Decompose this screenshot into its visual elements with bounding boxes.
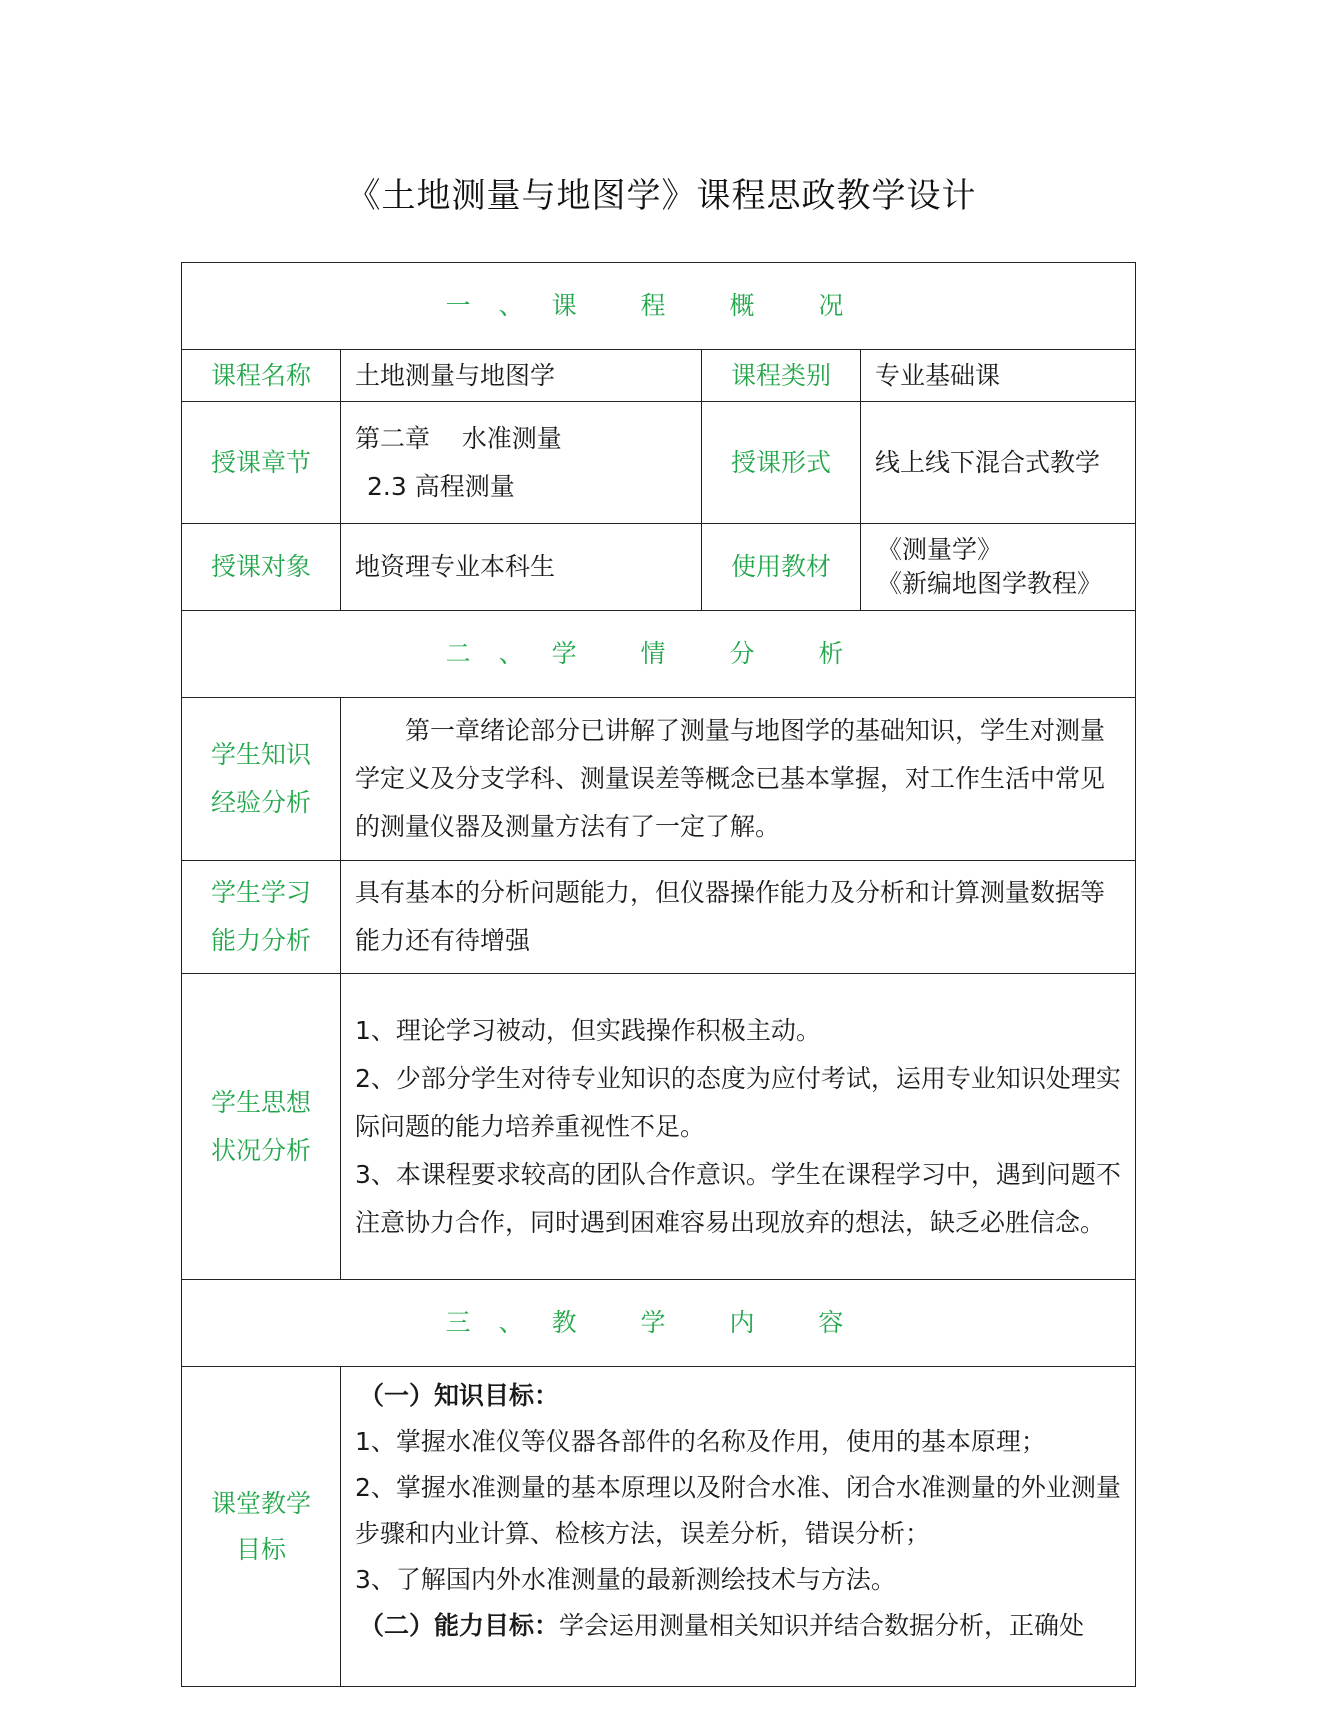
- chapter-value: [341, 402, 702, 524]
- knowledge-goal-heading: （一）知识目标：: [359, 1381, 560, 1410]
- table-row: [182, 1367, 1136, 1687]
- course-design-table: [181, 262, 1136, 1687]
- ability-goal-heading: （二）能力目标：: [359, 1611, 560, 1640]
- teaching-goal-label: [182, 1367, 341, 1687]
- document-title: 《土地测量与地图学》课程思政教学设计: [346, 176, 977, 216]
- label-line: 学生思想: [210, 1087, 311, 1117]
- label-line: 状况分析: [210, 1135, 311, 1165]
- chapter-label: 授课章节: [182, 402, 341, 524]
- list-item: 1、掌握水准仪等仪器各部件的名称及作用，使用的基本原理；: [355, 1427, 1046, 1456]
- label-line: 经验分析: [210, 788, 311, 817]
- label-line: 能力分析: [210, 926, 311, 955]
- list-item: 3、了解国内外水准测量的最新测绘技术与方法。: [355, 1565, 896, 1594]
- chapter-line-2: 2.3 高程测量: [367, 471, 515, 501]
- ability-analysis-label: [182, 861, 341, 974]
- teaching-form-label: 授课形式: [702, 402, 861, 524]
- section-heading-content: 三、教 学 内 容: [182, 1280, 1136, 1367]
- teaching-goal-text: [341, 1367, 1136, 1687]
- section-heading-row: [182, 263, 1136, 350]
- section-heading-overview: 一、课 程 概 况: [182, 263, 1136, 350]
- list-item: 2、掌握水准测量的基本原理以及附合水准、闭合水准测量的外业测量步骤和内业计算、检核方法，误差分析，错误分析；: [355, 1473, 1121, 1548]
- label-line: 课堂教学: [210, 1488, 311, 1518]
- ability-goal-paragraph: [355, 1603, 1121, 1649]
- section-heading-row: [182, 611, 1136, 698]
- course-name-label: 课程名称: [182, 350, 341, 402]
- list-item: 2、少部分学生对待专业知识的态度为应付考试，运用专业知识处理实际问题的能力培养重视性不足。: [355, 1063, 1121, 1141]
- table-row: [182, 698, 1136, 861]
- textbook-label: 使用教材: [702, 524, 861, 611]
- table-row: [182, 524, 1136, 611]
- course-type-label: 课程类别: [702, 350, 861, 402]
- list-item: 3、本课程要求较高的团队合作意识。学生在课程学习中，遇到问题不注意协力合作，同时遇到困难容易出现放弃的想法，缺乏必胜信念。: [355, 1159, 1121, 1237]
- audience-label: 授课对象: [182, 524, 341, 611]
- label-line: 学生学习: [210, 878, 311, 907]
- ability-goal-text: 学会运用测量相关知识并结合数据分析，正确处: [559, 1611, 1085, 1640]
- thought-analysis-label: [182, 974, 341, 1280]
- label-line: 学生知识: [210, 740, 311, 769]
- audience-value: 地资理专业本科生: [341, 524, 702, 611]
- ability-analysis-text: 具有基本的分析问题能力，但仪器操作能力及分析和计算测量数据等能力还有待增强: [341, 861, 1136, 974]
- section-heading-row: [182, 1280, 1136, 1367]
- textbook-value: [861, 524, 1136, 611]
- table-row: [182, 402, 1136, 524]
- table-row: [182, 350, 1136, 402]
- label-line: 目标: [235, 1534, 286, 1564]
- table-row: [182, 974, 1136, 1280]
- course-type-value: 专业基础课: [861, 350, 1136, 402]
- section-heading-analysis: 二、学 情 分 析: [182, 611, 1136, 698]
- table-row: [182, 861, 1136, 974]
- knowledge-analysis-text: 第一章绪论部分已讲解了测量与地图学的基础知识，学生对测量学定义及分支学科、测量误差等概念已基本掌握，对工作生活中常见的测量仪器及测量方法有了一定了解。: [341, 698, 1136, 861]
- thought-analysis-text: [341, 974, 1136, 1280]
- knowledge-analysis-label: [182, 698, 341, 861]
- textbook-line-2: 《新编地图学教程》: [877, 569, 1103, 598]
- teaching-form-value: 线上线下混合式教学: [861, 402, 1136, 524]
- list-item: 1、理论学习被动，但实践操作积极主动。: [355, 1015, 821, 1045]
- course-name-value: 土地测量与地图学: [341, 350, 702, 402]
- chapter-line-1: 第二章 水准测量: [355, 423, 562, 453]
- textbook-line-1: 《测量学》: [877, 535, 1003, 564]
